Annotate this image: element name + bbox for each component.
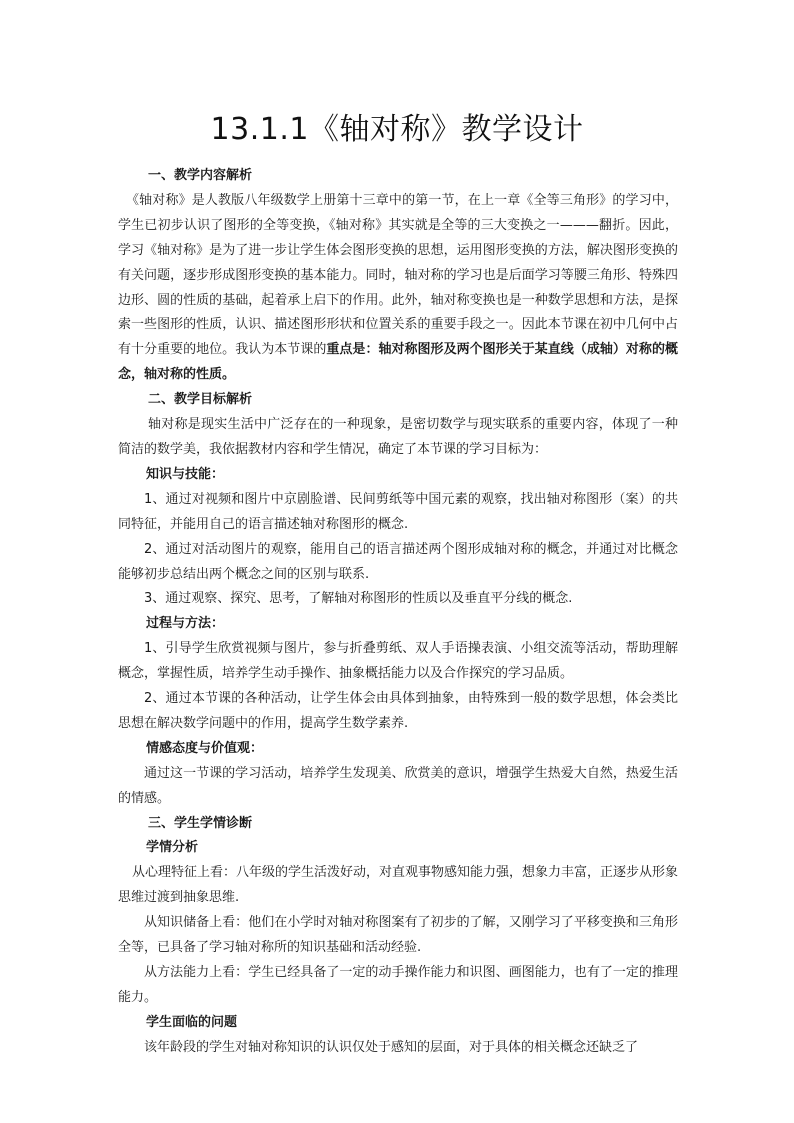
paragraph: 1、通过对视频和图片中京剧脸谱、民间剪纸等中国元素的观察，找出轴对称图形（案）的共同特征，并能用自己的语言描述轴对称图形的概念. [118,491,678,532]
paragraph: 通过这一节课的学习活动，培养学生发现美、欣赏美的意识，增强学生热爱大自然，热爱生活的情感。 [118,765,678,806]
document-body [118,164,678,1061]
paragraph-text: 《轴对称》是人教版八年级数学上册第十三章中的第一节，在上一章《全等三角形》的学习中，学生已初步认识了图形的全等变换，《轴对称》其实就是全等的三大变换之一———翻折。因此，学习《轴对称》是为了进一步让学生体会图形变换的思想，运用图形变换的方法，解决图形变换的有关问题，逐步形成图形变换的基本能力。同时，轴对称的学习也是后面学习等腰三角形、特殊四边形、圆的性质的基础，起着承上启下的作用。此外，轴对称变换也是一种数学思想和方法，是探索一些图形的性质，认识、描述图形形状和位置关系的重要手段之一。因此本节课在初中几何中占有十分重要的地位。我认为本节课的 [118,192,678,358]
paragraph [118,189,678,388]
paragraph: 2、通过本节课的各种活动，让学生体会由具体到抽象，由特殊到一般的数学思想，体会类比思想在解决数学问题中的作用，提高学生数学素养. [118,691,678,731]
subheading: 过程与方法： [146,616,225,632]
paragraph: 轴对称是现实生活中广泛存在的一种现象，是密切数学与现实联系的重要内容，体现了一种简洁的数学美，我依据教材内容和学生情况，确定了本节课的学习目标为： [118,417,678,457]
paragraph: 1、引导学生欣赏视频与图片，参与折叠剪纸、双人手语操表演、小组交流等活动，帮助理解概念，掌握性质，培养学生动手操作、抽象概括能力以及合作探究的学习品质。 [118,641,678,682]
paragraph: 从知识储备上看：他们在小学时对轴对称图案有了初步的了解，又刚学习了平移变换和三角形全等，已具备了学习轴对称所的知识基础和活动经验. [118,915,678,956]
subheading: 学生面临的问题 [146,1014,238,1030]
key-point-text: 重点是：轴对称图形及两个图形关于某直线（成轴）对称的概念，轴对称的性质。 [118,342,678,383]
paragraph: 2、通过对活动图片的观察，能用自己的语言描述两个图形成轴对称的概念，并通过对比概念能够初步总结出两个概念之间的区别与联系. [118,541,678,582]
paragraph: 从心理特征上看：八年级的学生活泼好动，对直观事物感知能力强，想象力丰富，正逐步从形象思维过渡到抽象思维. [118,865,679,906]
paragraph: 该年龄段的学生对轴对称知识的认识仅处于感知的层面，对于具体的相关概念还缺乏了 [144,1039,639,1055]
section-heading: 三、学生学情诊断 [148,815,253,831]
section-heading: 二、教学目标解析 [148,392,253,408]
paragraph: 3、通过观察、探究、思考，了解轴对称图形的性质以及垂直平分线的概念. [144,591,573,607]
section-heading: 一、教学内容解析 [148,168,253,183]
subheading: 学情分析 [146,840,199,856]
subheading: 知识与技能： [146,466,225,482]
document-title: 13.1.1《轴对称》教学设计 [210,112,584,147]
paragraph: 从方法能力上看：学生已经具备了一定的动手操作能力和识图、画图能力，也有了一定的推理能力。 [118,965,678,1005]
subheading: 情感态度与价值观： [146,740,264,756]
